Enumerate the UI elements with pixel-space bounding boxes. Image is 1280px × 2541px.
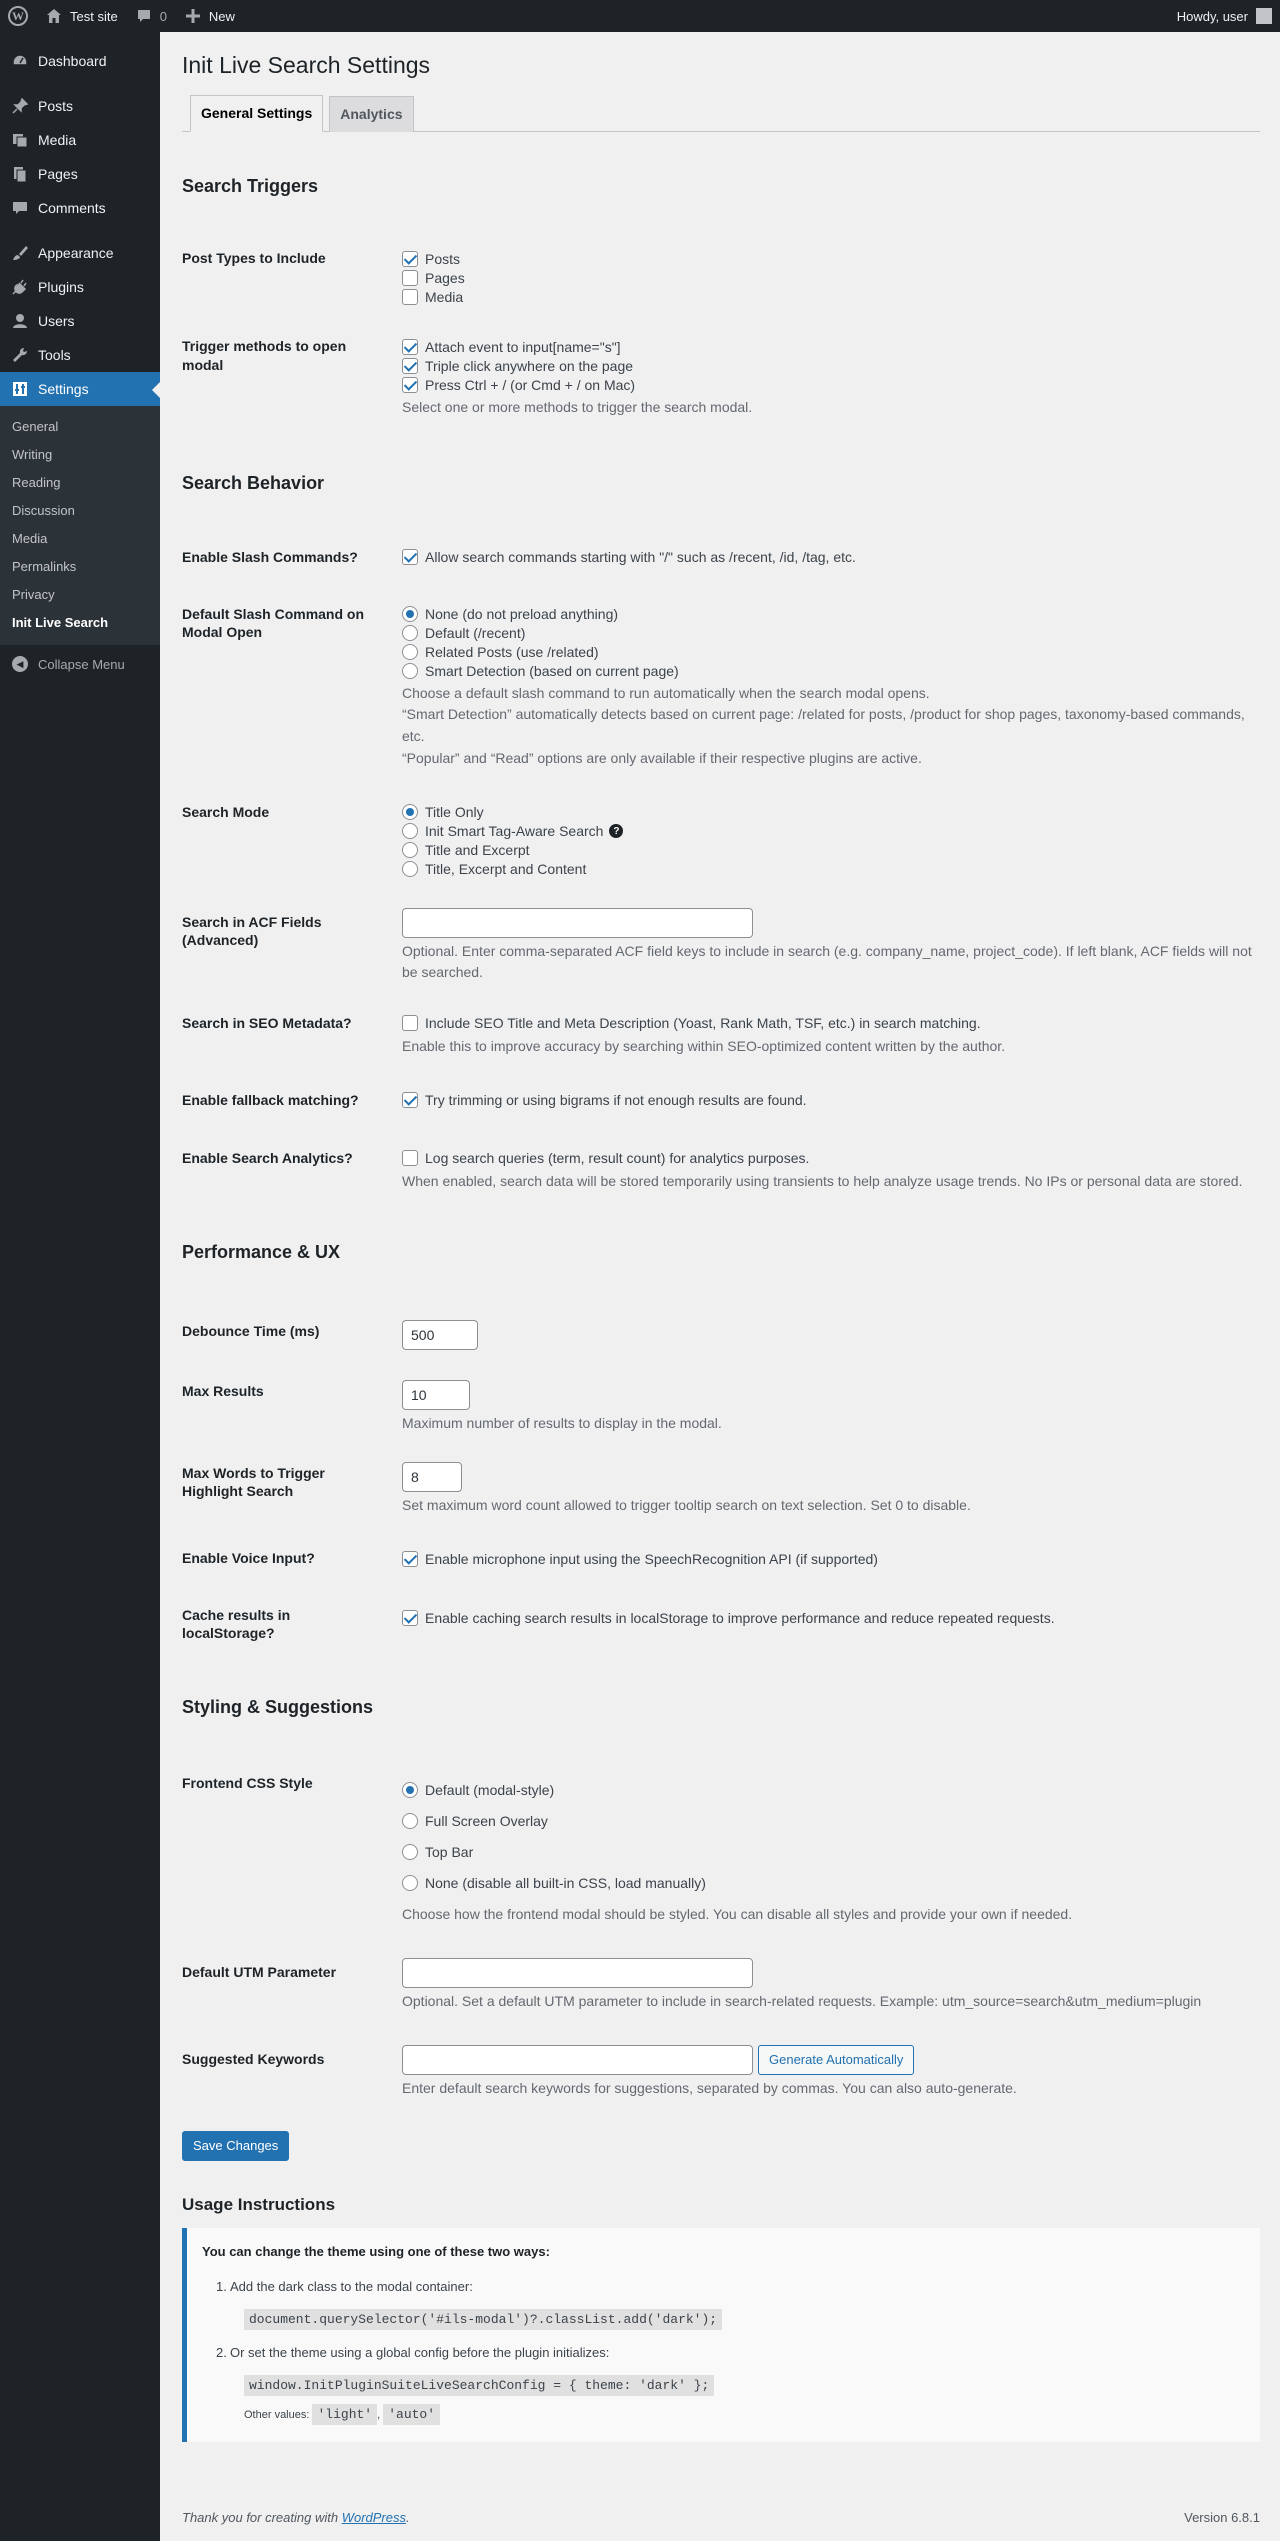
post-types-row	[182, 249, 1260, 306]
wordpress-logo-icon: W	[8, 6, 28, 26]
usage-step-1: 1. Add the dark class to the modal container:	[216, 2278, 473, 2294]
keywords-row	[182, 2045, 1260, 2100]
radio-label: None (disable all built-in CSS, load manually)	[425, 1874, 706, 1891]
radio-label: Related Posts (use /related)	[425, 644, 599, 661]
post-type-posts-checkbox[interactable]	[402, 251, 418, 267]
default-slash-description-3: “Popular” and “Read” options are only available if their respective plugins are active.	[402, 749, 922, 766]
fallback-option[interactable]	[402, 1091, 1260, 1110]
mode-option-full[interactable]	[402, 860, 1260, 879]
search-mode-row	[182, 803, 1260, 879]
analytics-description: When enabled, search data will be stored temporarily using transients to help analyze usage trends. No IPs or personal data are stored.	[402, 1172, 1243, 1189]
slash-commands-checkbox[interactable]	[402, 549, 418, 565]
max-results-row	[182, 1380, 1260, 1435]
slash-commands-option[interactable]	[402, 548, 1260, 567]
checkbox-label: Enable microphone input using the SpeechRecognition API (if supported)	[425, 1550, 878, 1567]
other-value-light: 'light'	[312, 2404, 377, 2425]
site-name-menu[interactable]	[36, 0, 126, 32]
section-heading-search-behavior: Search Behavior	[182, 473, 325, 494]
voice-input-row	[182, 1549, 1260, 1568]
seo-metadata-checkbox[interactable]	[402, 1015, 418, 1031]
dashboard-icon	[10, 51, 30, 71]
voice-input-label: Enable Voice Input?	[182, 1550, 315, 1567]
pages-icon	[10, 164, 30, 184]
brush-icon	[10, 243, 30, 263]
radio-label: Smart Detection (based on current page)	[425, 663, 679, 680]
checkbox-label: Attach event to input[name="s"]	[425, 338, 621, 355]
collapse-label: Collapse Menu	[38, 656, 125, 672]
usage-code-2: window.InitPluginSuiteLiveSearchConfig = { theme: 'dark' };	[244, 2375, 714, 2396]
max-words-row	[182, 1462, 1260, 1517]
trigger-methods-label: Trigger methods to open modal	[182, 338, 347, 373]
sidebar-item-settings[interactable]	[0, 372, 160, 406]
save-changes-button[interactable]: Save Changes	[182, 2131, 289, 2161]
usage-code-1-wrap	[244, 2310, 1245, 2327]
section-heading-search-triggers: Search Triggers	[182, 175, 319, 196]
tab-analytics[interactable]: Analytics	[329, 96, 413, 132]
slash-smart-radio[interactable]	[402, 663, 418, 679]
analytics-option[interactable]	[402, 1149, 1260, 1168]
max-words-description: Set maximum word count allowed to trigger tooltip search on text selection. Set 0 to disable.	[402, 1496, 971, 1513]
slash-option-smart[interactable]	[402, 662, 1260, 681]
checkbox-label: Log search queries (term, result count) for analytics purposes.	[425, 1150, 810, 1167]
usage-instructions-box	[182, 2228, 1260, 2442]
submenu-item-permalinks[interactable]: Permalinks	[12, 559, 77, 574]
sidebar-item-label: Users	[38, 313, 75, 329]
avatar	[1256, 8, 1272, 24]
usage-intro: You can change the theme using one of these two ways:	[202, 2243, 550, 2259]
css-default-radio[interactable]	[402, 1782, 418, 1798]
mode-option-title-excerpt[interactable]	[402, 841, 1260, 860]
sidebar-item-label: Pages	[38, 166, 78, 182]
radio-label: Default (/recent)	[425, 625, 526, 642]
checkbox-label: Press Ctrl + / (or Cmd + / on Mac)	[425, 376, 636, 393]
generate-keywords-button[interactable]: Generate Automatically	[758, 2045, 914, 2075]
sidebar-item-plugins[interactable]	[0, 270, 160, 304]
sidebar-item-pages[interactable]	[0, 157, 160, 191]
usage-step-2: 2. Or set the theme using a global config before the plugin initializes:	[216, 2344, 610, 2360]
max-words-input[interactable]: 8	[402, 1462, 462, 1492]
admin-bar	[0, 0, 1280, 32]
radio-label: Top Bar	[425, 1843, 474, 1860]
user-icon	[10, 311, 30, 331]
usage-code-2-wrap	[244, 2376, 1245, 2393]
checkbox-label: Enable caching search results in localStorage to improve performance and reduce repeated requests.	[425, 1609, 1055, 1626]
cache-checkbox[interactable]	[402, 1610, 418, 1626]
other-value-auto: 'auto'	[383, 2404, 440, 2425]
utm-input[interactable]	[402, 1958, 753, 1988]
slash-related-radio[interactable]	[402, 644, 418, 660]
usage-step-2-text: Or set the theme using a global config before the plugin initializes:	[230, 2344, 610, 2360]
mode-full-radio[interactable]	[402, 861, 418, 877]
analytics-row	[182, 1149, 1260, 1193]
sidebar-item-users[interactable]	[0, 304, 160, 338]
collapse-icon: ◀	[12, 656, 28, 672]
fallback-checkbox[interactable]	[402, 1092, 418, 1108]
radio-label: Title and Excerpt	[425, 842, 530, 859]
sidebar-item-label: Posts	[38, 98, 74, 114]
acf-fields-description: Optional. Enter comma-separated ACF field keys to include in search (e.g. company_name, project_code). If left blank, ACF fields will not be searched.	[402, 942, 1252, 981]
usage-other-values: Other values: 'light' , 'auto'	[244, 2407, 1245, 2422]
cache-option[interactable]	[402, 1608, 1260, 1627]
new-label: New	[208, 8, 235, 24]
submenu-item-media[interactable]: Media	[12, 531, 48, 546]
checkbox-label: Include SEO Title and Meta Description (Yoast, Rank Math, TSF, etc.) in search matching.	[425, 1015, 981, 1032]
trigger-methods-description: Select one or more methods to trigger the search modal.	[402, 399, 753, 416]
admin-sidebar	[0, 32, 160, 2541]
max-results-label: Max Results	[182, 1382, 264, 1399]
trigger-triple-click-option[interactable]	[402, 356, 1260, 375]
acf-fields-row	[182, 908, 1260, 984]
footer-version: Version 6.8.1	[1184, 2510, 1260, 2525]
css-none-radio[interactable]	[402, 1875, 418, 1891]
css-style-description: Choose how the frontend modal should be styled. You can disable all styles and provide your own if needed.	[402, 1906, 1073, 1923]
mode-smart-tag-radio[interactable]	[402, 823, 418, 839]
css-topbar-radio[interactable]	[402, 1844, 418, 1860]
utm-label: Default UTM Parameter	[182, 1963, 337, 1980]
radio-label: Init Smart Tag-Aware Search	[425, 823, 604, 840]
css-option-topbar[interactable]	[402, 1836, 1260, 1867]
wp-logo-menu[interactable]	[0, 0, 36, 32]
utm-description: Optional. Set a default UTM parameter to include in search-related requests. Example: utm_source=search&utm_medium=plugin	[402, 1992, 1202, 2009]
trigger-input-checkbox[interactable]	[402, 339, 418, 355]
post-type-media-option[interactable]	[402, 287, 1260, 306]
sidebar-item-posts[interactable]	[0, 89, 160, 123]
trigger-shortcut-checkbox[interactable]	[402, 377, 418, 393]
plus-icon	[183, 6, 203, 26]
usage-heading: Usage Instructions	[182, 2195, 336, 2215]
default-slash-row	[182, 605, 1260, 770]
wrench-icon	[10, 345, 30, 365]
trigger-input-option[interactable]	[402, 337, 1260, 356]
comment-bubble-icon	[134, 6, 154, 26]
post-type-posts-option[interactable]	[402, 249, 1260, 268]
max-results-description: Maximum number of results to display in the modal.	[402, 1414, 722, 1431]
plug-icon	[10, 277, 30, 297]
radio-label: Default (modal-style)	[425, 1781, 555, 1798]
slash-commands-label: Enable Slash Commands?	[182, 548, 358, 565]
footer-thanks-text: Thank you for creating with	[182, 2510, 339, 2525]
acf-fields-input[interactable]	[402, 908, 753, 938]
comment-icon	[10, 198, 30, 218]
seo-metadata-description: Enable this to improve accuracy by searching within SEO-optimized content written by the author.	[402, 1037, 1006, 1054]
sidebar-item-label: Dashboard	[38, 53, 107, 69]
collapse-menu-button[interactable]	[0, 647, 160, 681]
css-option-none[interactable]	[402, 1867, 1260, 1898]
css-style-row	[182, 1774, 1260, 1926]
sidebar-item-label: Tools	[38, 347, 71, 363]
trigger-shortcut-option[interactable]	[402, 375, 1260, 394]
checkbox-label: Media	[425, 288, 464, 305]
max-words-label: Max Words to Trigger Highlight Search	[182, 1464, 325, 1499]
default-slash-description-1: Choose a default slash command to run automatically when the search modal opens.	[402, 684, 930, 701]
home-icon	[44, 6, 64, 26]
usage-code-1: document.querySelector('#ils-modal')?.classList.add('dark');	[244, 2309, 722, 2330]
sidebar-item-label: Comments	[38, 200, 106, 216]
sidebar-item-label: Settings	[38, 381, 89, 397]
slash-default-radio[interactable]	[402, 625, 418, 641]
slash-option-none[interactable]	[402, 605, 1260, 624]
keywords-description: Enter default search keywords for suggestions, separated by commas. You can also auto-generate.	[402, 2079, 1017, 2096]
checkbox-label: Allow search commands starting with "/" such as /recent, /id, /tag, etc.	[425, 549, 856, 566]
sidebar-item-label: Appearance	[38, 245, 114, 261]
site-name: Test site	[70, 8, 118, 24]
keywords-input[interactable]	[402, 2045, 753, 2075]
css-option-default[interactable]	[402, 1774, 1260, 1805]
sidebar-item-appearance[interactable]	[0, 236, 160, 270]
slash-none-radio[interactable]	[402, 606, 418, 622]
checkbox-label: Posts	[425, 250, 461, 267]
media-icon	[10, 130, 30, 150]
cache-label: Cache results in localStorage?	[182, 1607, 291, 1642]
radio-label: Title, Excerpt and Content	[425, 861, 587, 878]
radio-label: Title Only	[425, 804, 484, 821]
tab-bar	[182, 95, 1260, 132]
tab-general-settings[interactable]: General Settings	[190, 95, 323, 132]
sidebar-item-media[interactable]	[0, 123, 160, 157]
settings-submenu	[0, 406, 160, 645]
keywords-label: Suggested Keywords	[182, 2050, 325, 2067]
search-mode-label: Search Mode	[182, 803, 270, 820]
sidebar-item-label: Plugins	[38, 279, 84, 295]
css-option-fullscreen[interactable]	[402, 1805, 1260, 1836]
wordpress-link[interactable]: WordPress	[341, 2510, 406, 2525]
pin-icon	[10, 96, 30, 116]
footer-thanks: Thank you for creating with WordPress.	[182, 2510, 410, 2525]
comments-count: 0	[159, 8, 167, 24]
utm-row	[182, 1958, 1260, 2013]
acf-fields-label: Search in ACF Fields (Advanced)	[182, 913, 322, 948]
voice-input-option[interactable]	[402, 1549, 1260, 1568]
analytics-label: Enable Search Analytics?	[182, 1149, 353, 1166]
debounce-row	[182, 1320, 1260, 1350]
submenu-item-general[interactable]: General	[12, 419, 59, 434]
mode-option-smart-tag[interactable]	[402, 822, 1260, 841]
debounce-input[interactable]: 500	[402, 1320, 478, 1350]
submenu-item-discussion[interactable]: Discussion	[12, 503, 75, 518]
trigger-triple-click-checkbox[interactable]	[402, 358, 418, 374]
default-slash-label: Default Slash Command on Modal Open	[182, 605, 365, 640]
my-account-menu[interactable]	[1169, 0, 1280, 32]
css-style-label: Frontend CSS Style	[182, 1775, 313, 1792]
other-values-label: Other values:	[244, 2408, 310, 2421]
css-fullscreen-radio[interactable]	[402, 1813, 418, 1829]
post-type-media-checkbox[interactable]	[402, 289, 418, 305]
section-heading-performance: Performance & UX	[182, 1242, 341, 1263]
radio-label: None (do not preload anything)	[425, 606, 619, 623]
submenu-item-writing[interactable]: Writing	[12, 447, 53, 462]
seo-metadata-option[interactable]	[402, 1014, 1260, 1033]
admin-footer	[182, 2510, 1260, 2525]
page-title: Init Live Search Settings	[182, 52, 431, 78]
sidebar-item-label: Media	[38, 132, 77, 148]
help-icon[interactable]: ?	[609, 824, 623, 838]
trigger-methods-row	[182, 337, 1260, 419]
main-content	[160, 32, 1280, 2442]
radio-label: Full Screen Overlay	[425, 1812, 548, 1829]
fallback-label: Enable fallback matching?	[182, 1091, 359, 1108]
howdy-text: Howdy, user	[1176, 8, 1248, 24]
submenu-item-reading[interactable]: Reading	[12, 475, 61, 490]
post-type-pages-option[interactable]	[402, 268, 1260, 287]
slash-commands-row	[182, 548, 1260, 567]
sidebar-item-tools[interactable]	[0, 338, 160, 372]
section-heading-styling: Styling & Suggestions	[182, 1696, 374, 1717]
debounce-label: Debounce Time (ms)	[182, 1322, 320, 1339]
mode-title-excerpt-radio[interactable]	[402, 842, 418, 858]
post-type-pages-checkbox[interactable]	[402, 270, 418, 286]
max-results-input[interactable]: 10	[402, 1380, 470, 1410]
slash-option-default[interactable]	[402, 624, 1260, 643]
new-content-menu[interactable]	[175, 0, 243, 32]
analytics-checkbox[interactable]	[402, 1150, 418, 1166]
checkbox-label: Pages	[425, 269, 465, 286]
default-slash-description-2: “Smart Detection” automatically detects based on current page: /related for posts, /product for shop pages, taxonomy-based commands, etc.	[402, 706, 1245, 745]
post-types-label: Post Types to Include	[182, 250, 326, 267]
fallback-row	[182, 1091, 1260, 1110]
submenu-item-init-live-search[interactable]: Init Live Search	[12, 615, 109, 630]
checkbox-label: Triple click anywhere on the page	[425, 357, 634, 374]
settings-icon	[10, 379, 30, 399]
mode-option-title[interactable]	[402, 803, 1260, 822]
seo-metadata-row	[182, 1014, 1260, 1058]
comments-menu[interactable]	[126, 0, 175, 32]
mode-title-radio[interactable]	[402, 804, 418, 820]
voice-input-checkbox[interactable]	[402, 1551, 418, 1567]
usage-step-1-text: Add the dark class to the modal container:	[230, 2278, 473, 2294]
sidebar-item-comments[interactable]	[0, 191, 160, 225]
submenu-item-privacy[interactable]: Privacy	[12, 587, 55, 602]
seo-metadata-label: Search in SEO Metadata?	[182, 1014, 352, 1031]
sidebar-item-dashboard[interactable]	[0, 44, 160, 78]
checkbox-label: Try trimming or using bigrams if not enough results are found.	[425, 1092, 807, 1109]
cache-row	[182, 1606, 1260, 1642]
slash-option-related[interactable]	[402, 643, 1260, 662]
